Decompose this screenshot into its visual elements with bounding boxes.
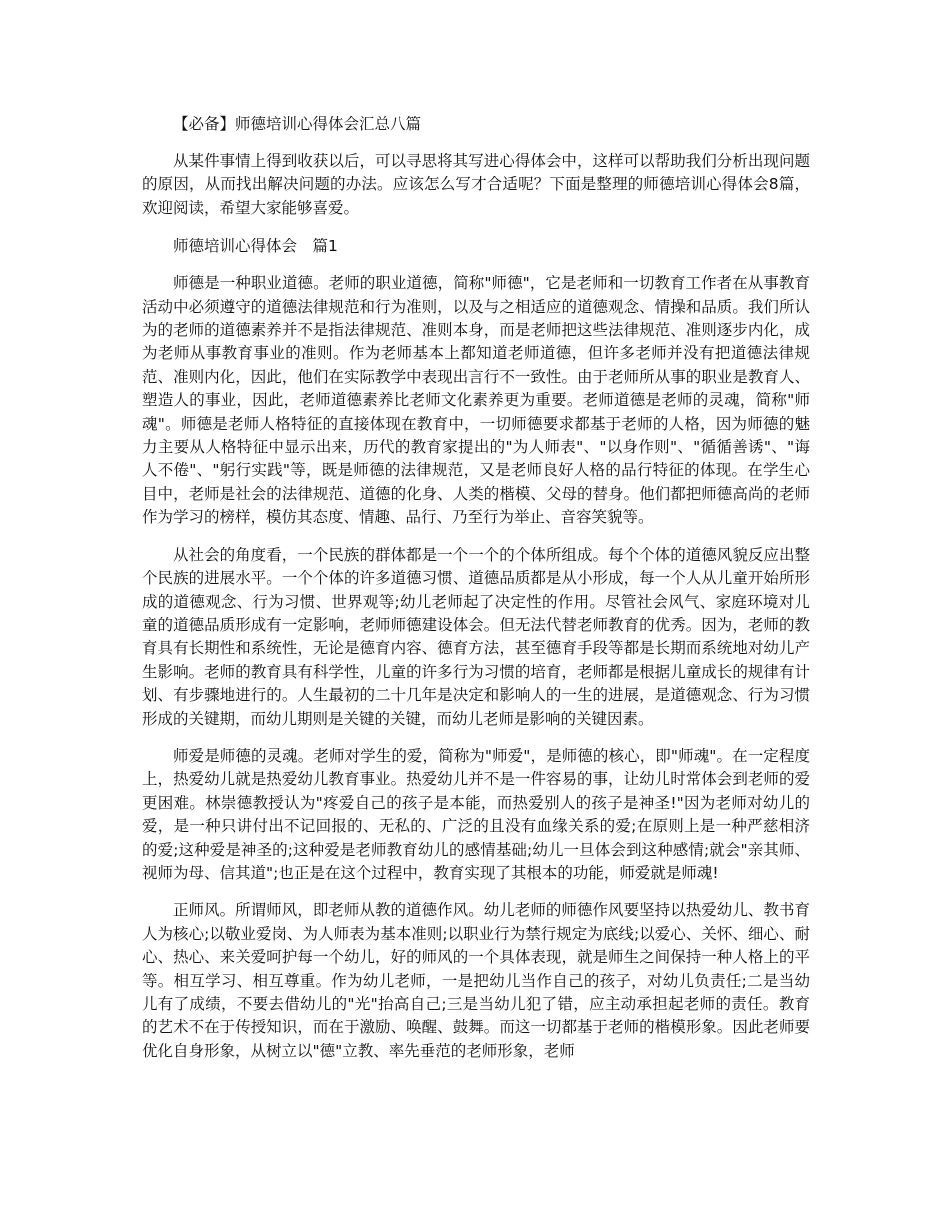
document-page — [142, 112, 810, 1077]
intro-paragraph: 从某件事情上得到收获以后，可以寻思将其写进心得体会中，这样可以帮助我们分析出现问题的原因，从而找出解决问题的办法。应该怎么写才合适呢？下面是整理的师德培训心得体会8篇，欢迎阅读，希望大家能够喜爱。 — [142, 152, 810, 217]
section-heading: 师德培训心得体会 篇1 — [173, 237, 338, 256]
body-paragraph-3: 师爱是师德的灵魂。老师对学生的爱，简称为"师爱"，是师德的核心，即"师魂"。在一定程度上，热爱幼儿就是热爱幼儿教育事业。热爱幼儿并不是一件容易的事，让幼儿时常体会到老师的爱更困难。林崇德教授认为"疼爱自己的孩子是本能，而热爱别人的孩子是神圣!"因为老师对幼儿的爱，是一种只讲付出不记回报的、无私的、广泛的且没有血缘关系的爱;在原则上是一种严慈相济的爱;这种爱是神圣的;这种爱是老师教育幼儿的感情基础;幼儿一旦体会到这种感情;就会"亲其师、视师为母、信其道";也正是在这个过程中，教育实现了其根本的功能，师爱就是师魂! — [142, 746, 810, 882]
document-title: 【必备】师德培训心得体会汇总八篇 — [173, 115, 422, 133]
body-paragraph-2: 从社会的角度看，一个民族的群体都是一个一个的个体所组成。每个个体的道德风貌反应出整个民族的进展水平。一个个体的许多道德习惯、道德品质都是从小形成，每一个人从儿童开始所形成的道德观念、行为习惯、世界观等;幼儿老师起了决定性的作用。尽管社会风气、家庭环境对儿童的道德品质形成有一定影响，老师师德建设体会。但无法代替老师教育的优秀。因为，老师的教育具有长期性和系统性，无论是德育内容、德育方法，甚至德育手段等都是长期而系统地对幼儿产生影响。老师的教育具有科学性，儿童的许多行为习惯的培育，老师都是根据儿童成长的规律有计划、有步骤地进行的。人生最初的二十几年是决定和影响人的一生的进展，是道德观念、行为习惯形成的关键期，而幼儿期则是关键的关键，而幼儿老师是影响的关键因素。 — [142, 545, 810, 728]
body-paragraph-4: 正师风。所谓师风，即老师从教的道德作风。幼儿老师的师德作风要坚持以热爱幼儿、教书育人为核心;以敬业爱岗、为人师表为基本准则;以职业行为禁行规定为底线;以爱心、关怀、细心、耐心、热心、来关爱呵护每一个幼儿，好的师风的一个具体表现，就是师生之间保持一种人格上的平等。相互学习、相互尊重。作为幼儿老师，一是把幼儿当作自己的孩子，对幼儿负责任;二是当幼儿有了成绩，不要去借幼儿的"光"抬高自己;三是当幼儿犯了错，应主动承担起老师的责任。教育的艺术不在于传授知识，而在于激励、唤醒、鼓舞。而这一切都基于老师的楷模形象。因此老师要优化自身形象，从树立以"德"立教、率先垂范的老师形象，老师 — [142, 901, 810, 1060]
body-paragraph-1: 师德是一种职业道德。老师的职业道德，简称"师德"，它是老师和一切教育工作者在从事教育活动中必须遵守的道德法律规范和行为准则，以及与之相适应的道德观念、情操和品质。我们所认为的老师的道德素养并不是指法律规范、准则本身，而是老师把这些法律规范、准则逐步内化，成为老师从事教育事业的准则。作为老师基本上都知道老师道德，但许多老师并没有把道德法律规范、准则内化，因此，他们在实际教学中表现出言行不一致性。由于老师所从事的职业是教育人、塑造人的事业，因此，老师道德素养比老师文化素养更为重要。老师道德是老师的灵魂，简称"师魂"。师德是老师人格特征的直接体现在教育中，一切师德要求都基于老师的人格，因为师德的魅力主要从人格特征中显示出来，历代的教育家提出的"为人师表"、"以身作则"、"循循善诱"、"诲人不倦"、"躬行实践"等，既是师德的法律规范，又是老师良好人格的品行特征的体现。在学生心目中，老师是社会的法律规范、道德的化身、人类的楷模、父母的替身。他们都把师德高尚的老师作为学习的榜样，模仿其态度、情趣、品行、乃至行为举止、音容笑貌等。 — [142, 274, 810, 527]
